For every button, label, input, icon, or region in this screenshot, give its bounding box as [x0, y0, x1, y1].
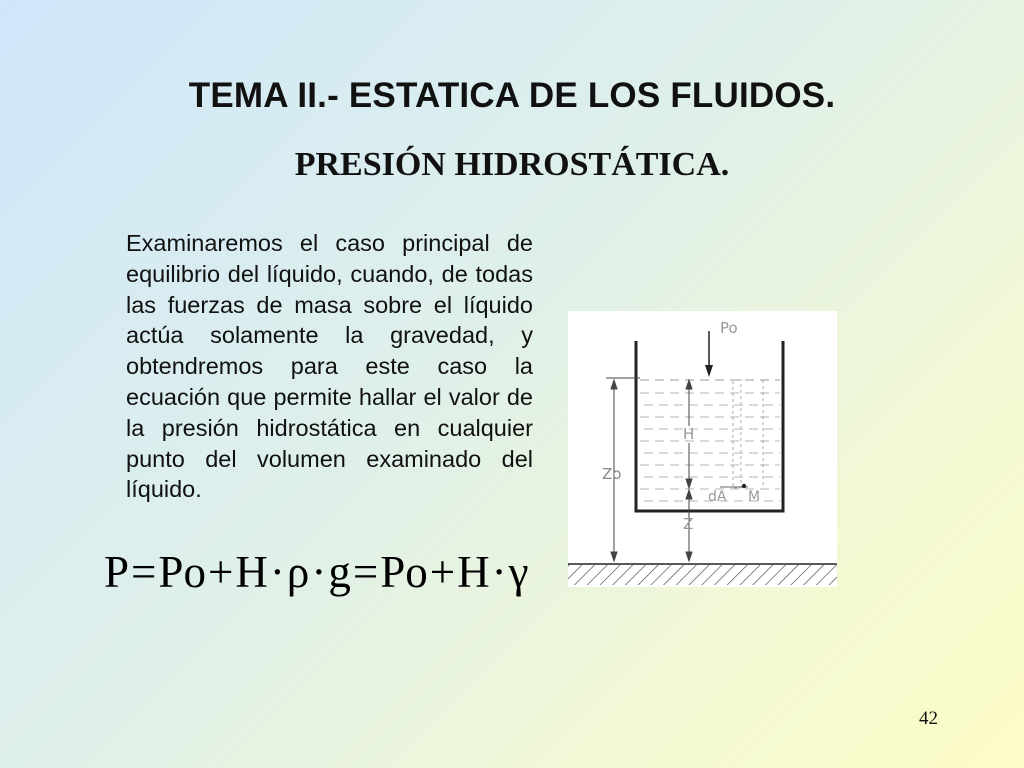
formula-h-2: H [457, 547, 490, 597]
fluid-container-diagram [568, 311, 837, 587]
body-paragraph: Examinaremos el caso principal de equilibrio del líquido, cuando, de todas las fuerzas de masa sobre el líquido actúa solamente la gravedad, y obtendremos para este caso la ecuación que permite hallar el valor de la presión hidrostática en cualquier punto del volumen examinado del líquido. [126, 230, 533, 503]
formula-gamma: γ [508, 547, 529, 597]
formula-dot-1: · [269, 547, 285, 597]
formula-h-1: H [235, 547, 268, 597]
formula-rho: ρ [286, 547, 310, 597]
point-m [742, 484, 746, 488]
slide-subtitle: PRESIÓN HIDROSTÁTICA. [294, 146, 730, 183]
ground-hatch [568, 565, 837, 585]
formula-dot-3: · [491, 547, 507, 597]
label-zo: Zo [602, 465, 622, 483]
page-number: 42 [919, 708, 938, 729]
hydrostatic-formula [104, 546, 529, 598]
label-z: Z [683, 515, 694, 533]
diagram-background [568, 311, 837, 587]
formula-equals-1: = [131, 547, 157, 597]
formula-po-1: Po [158, 547, 206, 597]
label-da: dA [708, 489, 727, 505]
formula-g: g [328, 547, 351, 597]
formula-dot-2: · [311, 547, 327, 597]
slide-title: TEMA II.- ESTATICA DE LOS FLUIDOS. [188, 76, 836, 115]
label-po: Po [720, 319, 738, 337]
formula-plus-2: + [429, 547, 456, 597]
formula-po-2: Po [380, 547, 428, 597]
formula-equals-2: = [352, 547, 379, 597]
formula-plus-1: + [207, 547, 234, 597]
formula-p: P [104, 547, 130, 597]
label-h: H [683, 425, 695, 443]
label-m: M [748, 489, 761, 505]
